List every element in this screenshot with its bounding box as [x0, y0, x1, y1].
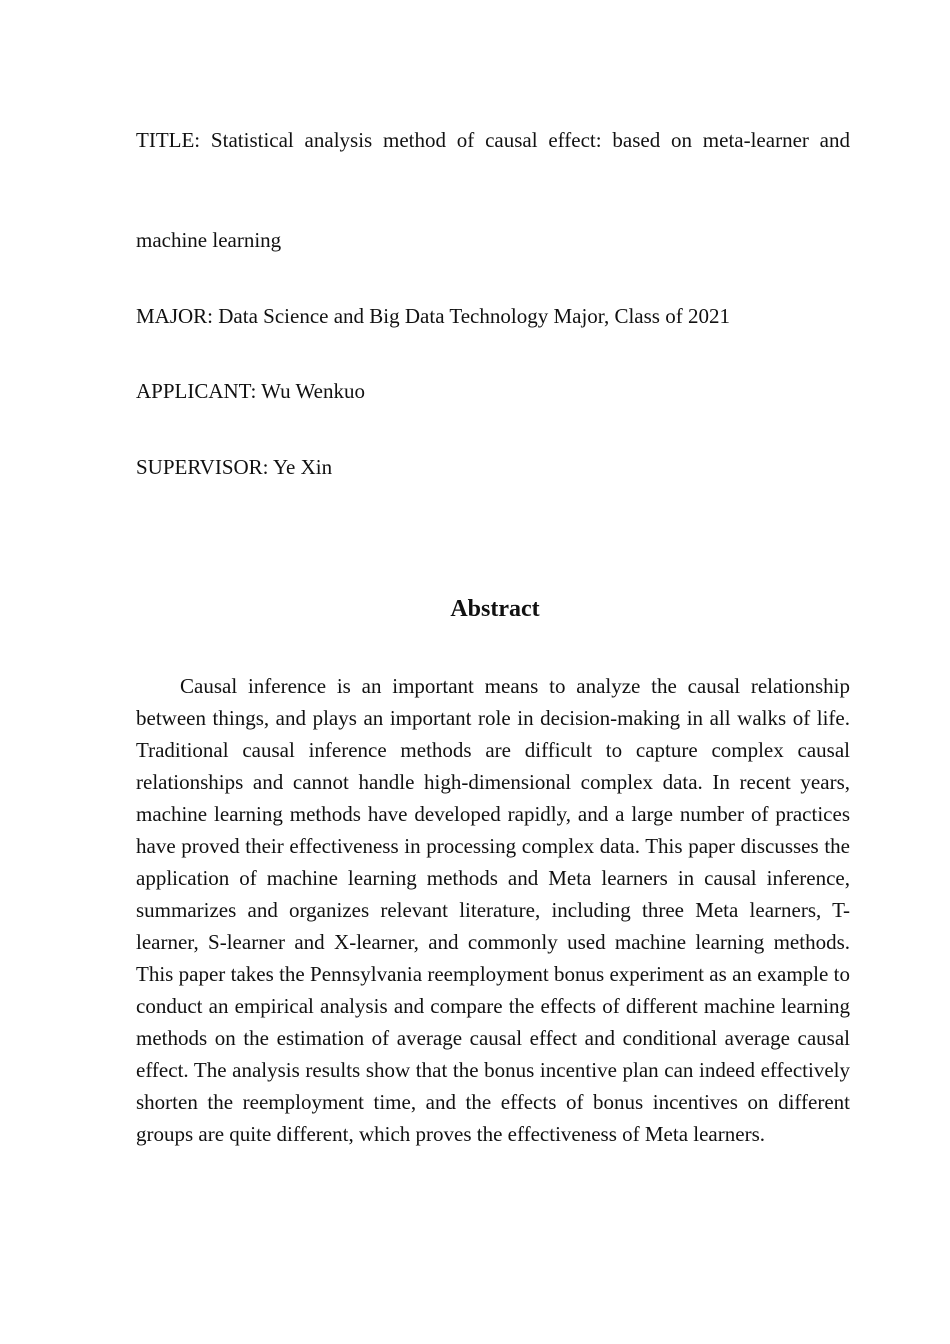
major-line: MAJOR: Data Science and Big Data Technology Major, Class of 2021 [136, 304, 730, 328]
abstract-heading: Abstract [450, 596, 540, 622]
supervisor-line: SUPERVISOR: Ye Xin [136, 455, 333, 479]
applicant-line: APPLICANT: Wu Wenkuo [136, 379, 365, 403]
thesis-title-line-1: TITLE: Statistical analysis method of causal effect: based on meta-learner and [136, 128, 850, 152]
abstract-body: Causal inference is an important means to analyze the causal relationship between things, and plays an important role in decision-making in all walks of life. Traditional causal inference methods are difficult to capture complex causal relationships and cannot handle high-dimensional complex data. In recent years, machine learning methods have developed rapidly, and a large number of practices have proved their effectiveness in processing complex data. This paper discusses the application of machine learning methods and Meta learners in causal inference, summarizes and organizes relevant literature, including three Meta learners, T-learner, S-learner and X-learner, and commonly used machine learning methods. This paper takes the Pennsylvania reemployment bonus experiment as an example to conduct an empirical analysis and compare the effects of different machine learning methods on the estimation of average causal effect and conditional average causal effect. The analysis results show that the bonus incentive plan can indeed effectively shorten the reemployment time, and the effects of bonus incentives on different groups are quite different, which proves the effectiveness of Meta learners. [136, 674, 850, 1146]
thesis-title-line-2: machine learning [136, 228, 282, 252]
